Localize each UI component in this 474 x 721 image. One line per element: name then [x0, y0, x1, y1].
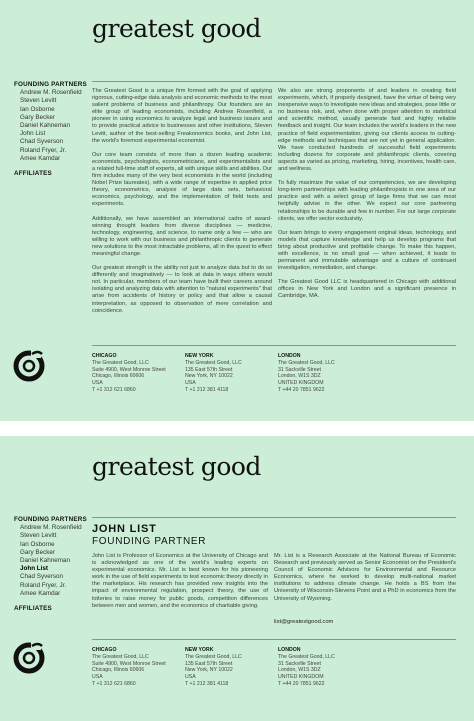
gg-monogram-icon — [12, 640, 46, 676]
brand-logo[interactable]: greatest good — [92, 452, 261, 481]
office-line: The Greatest Good, LLC — [92, 653, 149, 660]
footer-divider — [92, 639, 456, 640]
office-line: The Greatest Good, LLC — [278, 359, 335, 366]
office-london — [278, 353, 368, 394]
intro-paragraph: The Greatest Good LLC is headquartered in Chicago with additional offices in New York and London and a significant presence in Cambridge, MA. — [278, 279, 456, 300]
affiliates-heading[interactable]: AFFILIATES — [14, 605, 52, 613]
office-phone: T +1 312 621 6860 — [92, 680, 136, 687]
nav-partner-list[interactable]: John List — [20, 130, 46, 138]
office-line: New York, NY 10022 — [185, 667, 233, 674]
intro-paragraph: Our core team consists of more than a dozen leading academic economists, psychologists, econometricians, and experimentalists and a related full-time staff of experts, all with unique skills and abilities. Our firm includes many of the very best economists in the world (including Nobel Prize laureates), with a wide range of expertise in applied price theory, econometrics, analysis of large data sets, behavioral economics, psychology, and the implementation of field tests and experiments. — [92, 151, 272, 208]
office-line: The Greatest Good, LLC — [92, 359, 149, 366]
intro-paragraph: We also are strong proponents of and leaders in creating field experiments, which, if properly designed, have the virtue of being very inexpensive ways to investigate new ideas and strategies, pose little or no business risk, and, when done with proper attention to statistical and scientific method, usually generate fast and highly reliable feedback and insight. Our team includes the world's leaders in the new practice of field experimentation, giving our clients access to cutting-edge methods and techniques that are not yet in general application. We have conducted hundreds of successful field experiments including dozens for corporate and philanthropic clients, covering aspects as varied as pricing, marketing, hiring, incentives, health care, and wellness. — [278, 88, 456, 173]
nav-partner-fryer[interactable]: Roland Fryer, Jr. — [20, 581, 67, 589]
office-line: The Greatest Good, LLC — [185, 359, 242, 366]
office-line: Suite 4900, West Monroe Street — [92, 366, 166, 373]
office-phone: T +1 312 621 6860 — [92, 386, 136, 393]
sidebar-nav — [14, 81, 87, 178]
office-city: CHICAGO — [92, 353, 117, 359]
office-line: London, W1S 3DZ — [278, 667, 321, 674]
intro-paragraph: The Greatest Good is a unique firm formed with the goal of applying rigorous, cutting-edge data analysis and economic methods to the most salient problems of business and philanthropy. Our founders are an elite group of leading economists, including Andrew Rosenfield, a pioneer in using economics to analyze legal and business issues and to provide practical advice to businesses and other institutions, Steven Levitt, author of the best-selling Freakonomics books, and John List, the world's foremost experimental economist. — [92, 88, 272, 144]
office-line: UNITED KINGDOM — [278, 380, 324, 387]
office-city: LONDON — [278, 647, 301, 653]
nav-partner-rosenfield[interactable]: Andrew M. Rosenfield — [20, 89, 82, 97]
gg-monogram-icon — [12, 348, 46, 384]
intro-right-column — [278, 88, 456, 308]
partner-email-link[interactable]: list@greatestgood.com — [274, 619, 334, 625]
office-line: Chicago, Illinois 60606 — [92, 373, 145, 380]
nav-partner-kahneman[interactable]: Daniel Kahneman — [20, 557, 71, 565]
office-city: LONDON — [278, 353, 301, 359]
footer-divider — [92, 345, 456, 346]
bio-left-column — [92, 553, 268, 617]
nav-partner-kamdar[interactable]: Amee Kamdar — [20, 589, 61, 597]
office-line: The Greatest Good, LLC — [185, 653, 242, 660]
nav-partner-levitt[interactable]: Steven Levitt — [20, 532, 57, 540]
office-line: New York, NY 10022 — [185, 373, 233, 380]
content-divider — [92, 517, 456, 518]
office-city: NEW YORK — [185, 647, 214, 653]
office-london — [278, 647, 368, 688]
founding-partners-heading[interactable]: FOUNDING PARTNERS — [14, 516, 87, 523]
office-chicago — [92, 647, 182, 688]
nav-partner-levitt[interactable]: Steven Levitt — [20, 97, 57, 105]
office-line: USA — [185, 674, 196, 681]
office-phone: T +1 212 381 4118 — [185, 386, 229, 393]
office-line: USA — [185, 380, 196, 387]
office-chicago — [92, 353, 182, 394]
nav-partner-syverson[interactable]: Chad Syverson — [20, 138, 64, 146]
partner-name: JOHN LIST — [92, 523, 157, 535]
office-line: 31 Sackville Street — [278, 366, 321, 373]
panel-separator — [0, 421, 474, 436]
sidebar-nav — [14, 516, 87, 613]
content-divider — [92, 81, 456, 82]
bio-paragraph: Mr. List is a Research Associate at the National Bureau of Economic Research and previously served as Senior Economist on the President's Council of Economic Advisors for Environmental and Resource Economics, where he worked to develop multi-national market institutions to address climate change. He holds a BS from the University of Wisconsin-Stevens Point and a PhD in economics from the University of Wyoming. — [274, 553, 456, 602]
office-line: Chicago, Illinois 60606 — [92, 667, 145, 674]
office-new-york — [185, 647, 275, 688]
brand-logo[interactable]: greatest good — [92, 14, 261, 43]
bio-right-column — [274, 553, 456, 610]
office-line: 135 East 57th Street — [185, 366, 233, 373]
nav-partner-osborne[interactable]: Ian Osborne — [20, 540, 55, 548]
intro-paragraph: Our greatest strength is the ability not just to analyze data but to do so differently and imaginatively — to look at data in ways others would not. In particular, members of our team have built their careers around isolating and analyzing data with attention to "natural experiments" that arise from accidents of history or policy and that allow a causal interpretation, as opposed to observation of mere correlation and coincidence. — [92, 265, 272, 314]
partner-title: FOUNDING PARTNER — [92, 536, 207, 547]
nav-partner-fryer[interactable]: Roland Fryer, Jr. — [20, 146, 67, 154]
nav-partner-kamdar[interactable]: Amee Kamdar — [20, 154, 61, 162]
nav-partner-rosenfield[interactable]: Andrew M. Rosenfield — [20, 524, 82, 532]
bio-paragraph: John List is Professor of Economics at the University of Chicago and is acknowledged as one of the world's leading experts on experimental economics. Mr. List is best known for his pioneering work in the use of field experiments to test economic theory directly in the marketplace. His research has provided new insights into the impact of environmental regulation, prospect theory, the use of lotteries to raise money for public goods, competition differences between men and women, and the economics of charitable giving. — [92, 553, 268, 609]
office-phone: T +44 20 7851 9622 — [278, 386, 325, 393]
office-line: USA — [92, 674, 103, 681]
office-line: UNITED KINGDOM — [278, 674, 324, 681]
office-line: 31 Sackville Street — [278, 660, 321, 667]
nav-partner-kahneman[interactable]: Daniel Kahneman — [20, 122, 71, 130]
nav-partner-syverson[interactable]: Chad Syverson — [20, 573, 64, 581]
intro-paragraph: Additionally, we have assembled an international cadre of award-winning thought leaders from diverse disciplines — medicine, technology, engineering, and science, to name only a few — who are willing to work with our business and philanthropic clients to generate new solutions to the most intractable problems, all in the quest to effect meaningful change. — [92, 215, 272, 257]
nav-partner-osborne[interactable]: Ian Osborne — [20, 105, 55, 113]
nav-partner-becker[interactable]: Gary Becker — [20, 113, 55, 121]
office-phone: T +44 20 7851 9622 — [278, 680, 325, 687]
nav-partner-becker[interactable]: Gary Becker — [20, 548, 55, 556]
office-phone: T +1 212 381 4118 — [185, 680, 229, 687]
intro-paragraph: To fully maximize the value of our competencies, we are developing long-term partnerships with leading philanthropists in one area of our practice and with a select group of large firms that we can most helpfully advise in the other. We expect our core partnering relationships to be durable and few in number. For our large corporate clients, we offer sector exclusivity. — [278, 180, 456, 222]
office-line: Suite 4900, West Monroe Street — [92, 660, 166, 667]
office-city: CHICAGO — [92, 647, 117, 653]
office-city: NEW YORK — [185, 353, 214, 359]
intro-left-column — [92, 88, 272, 322]
office-new-york — [185, 353, 275, 394]
office-line: London, W1S 3DZ — [278, 373, 321, 380]
office-line: The Greatest Good, LLC — [278, 653, 335, 660]
affiliates-heading[interactable]: AFFILIATES — [14, 170, 52, 178]
office-line: 135 East 57th Street — [185, 660, 233, 667]
intro-paragraph: Our team brings to every engagement original ideas, technology, and models that capture knowledge and help us develop programs that bring about productive and profitable change. To make this happen, with excellence, is no small goal — when achieved, it leads to permanent and immutable advantage and a culture of continued investigation, remediation, and change. — [278, 229, 456, 272]
office-line: USA — [92, 380, 103, 387]
founding-partners-heading[interactable]: FOUNDING PARTNERS — [14, 81, 87, 88]
nav-partner-list-active[interactable]: John List — [20, 565, 48, 573]
